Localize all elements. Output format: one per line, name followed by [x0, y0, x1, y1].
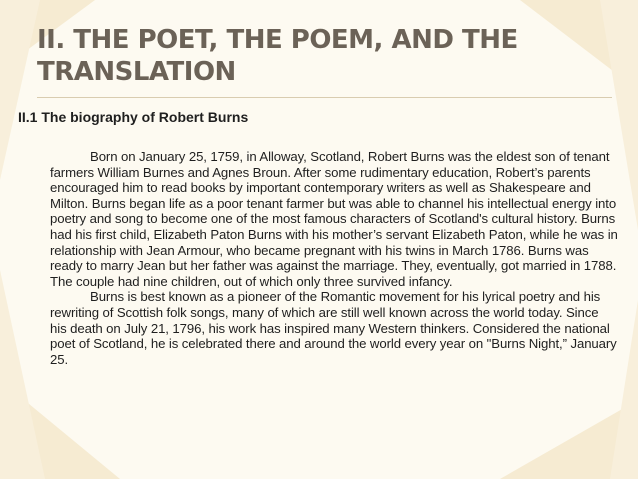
slide-title: II. THE POET, THE POEM, AND THE TRANSLATION	[37, 25, 518, 87]
body-text	[50, 149, 618, 367]
title-divider	[37, 97, 612, 98]
section-subtitle: II.1 The biography of Robert Burns	[18, 109, 249, 125]
paragraph-2: Burns is best known as a pioneer of the Romantic movement for his lyrical poetry and his rewriting of Scottish folk songs, many of which are still well known across the world today. Since his death on July 21, 1796, his work has inspired many Western thinkers. Considered the national poet of Scotland, he is celebrated there and around the world every year on "Burns Night,” January 25.	[50, 289, 617, 367]
paragraph-1: Born on January 25, 1759, in Alloway, Scotland, Robert Burns was the eldest son of tenant farmers William Burnes and Agnes Broun. After some rudimentary education, Robert’s parents encouraged him to read books by important contemporary writers as well as Shakespeare and Milton. Burns began life as a poor tenant farmer but was able to channel his intellectual energy into poetry and song to become one of the most famous characters of Scotland's cultural history. Burns had his first child, Elizabeth Paton Burns with his mother’s servant Elizabeth Paton, while he was in relationship with Jean Armour, who became pregnant with his twins in March 1786. Burns was ready to marry Jean but her father was against the marriage. They, eventually, got married in 1788. The couple had nine children, out of which only three survived infancy.	[50, 149, 618, 289]
